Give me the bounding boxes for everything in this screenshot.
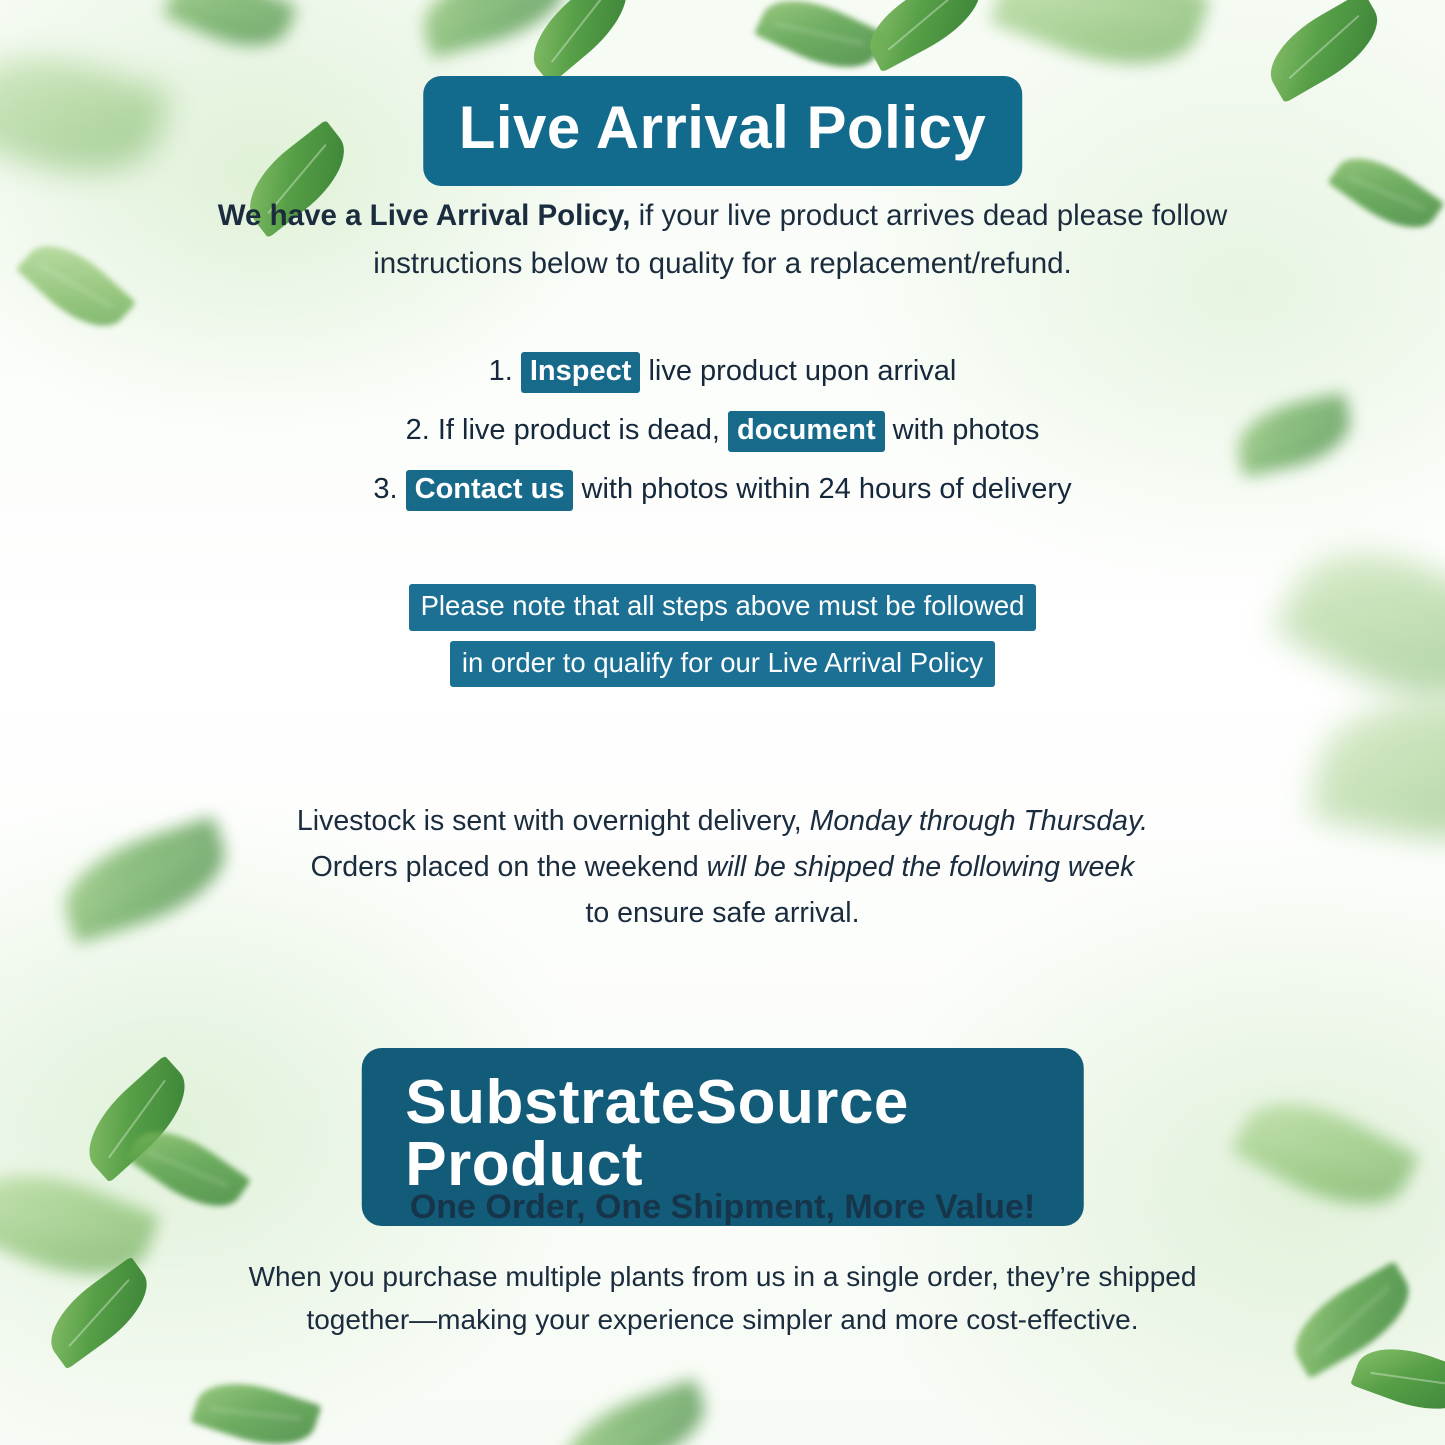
policy-note-line-2: in order to qualify for our Live Arrival Policy <box>450 641 995 688</box>
product-description <box>163 1255 1283 1342</box>
steps-list <box>123 352 1323 529</box>
page-title: Live Arrival Policy <box>423 76 1023 186</box>
step-text: live product upon arrival <box>648 355 957 387</box>
shipping-line-2-italic: will be shipped the following week <box>706 851 1135 884</box>
step-text: with photos <box>892 414 1040 446</box>
step-number: 2. <box>405 414 430 446</box>
product-subheading: One Order, One Shipment, More Value! <box>409 1188 1036 1226</box>
step-text: with photos within 24 hours of delivery <box>581 473 1072 505</box>
list-item <box>123 470 1323 511</box>
intro-lead: We have a Live Arrival Policy, <box>217 199 631 232</box>
policy-note <box>123 584 1323 697</box>
product-description-line-1: When you purchase multiple plants from us in a single order, they’re shipped <box>248 1261 1197 1292</box>
product-section-title: SubstrateSource Product <box>361 1048 1084 1226</box>
shipping-line-1-italic: Monday through Thursday. <box>809 805 1149 837</box>
shipping-line-3: to ensure safe arrival. <box>585 897 860 930</box>
step-highlight: Inspect <box>521 352 641 393</box>
intro-rest: if your live product arrives dead please follow instructions below to quality for a replacement/refund. <box>373 199 1228 280</box>
product-description-line-2: together—making your experience simpler and more cost-effective. <box>306 1304 1139 1336</box>
list-item <box>123 352 1323 393</box>
policy-note-line-1: Please note that all steps above must be followed <box>409 584 1037 631</box>
list-item <box>123 411 1323 452</box>
shipping-info <box>183 798 1263 936</box>
step-number: 3. <box>373 473 398 505</box>
intro-paragraph <box>163 192 1283 288</box>
step-prefix: If live product is dead, <box>437 414 720 446</box>
step-highlight: Contact us <box>406 470 574 511</box>
step-highlight: document <box>728 411 885 452</box>
shipping-line-2-plain: Orders placed on the weekend <box>310 851 707 884</box>
step-number: 1. <box>488 355 513 387</box>
shipping-line-1-plain: Livestock is sent with overnight delivery, <box>296 805 810 837</box>
